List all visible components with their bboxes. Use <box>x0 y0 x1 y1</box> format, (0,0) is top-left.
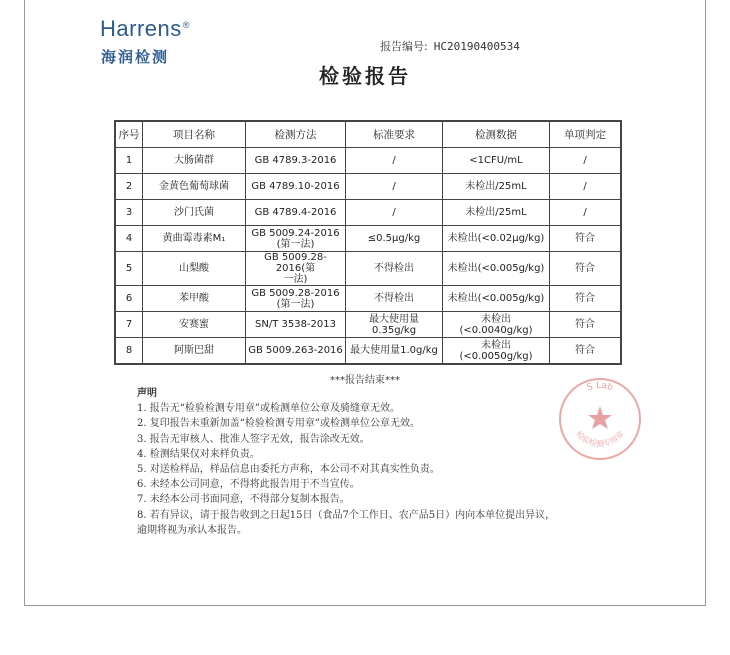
registered-mark: ® <box>182 19 190 30</box>
test-data: 未检出/25mL <box>443 200 550 226</box>
report-number-label: 报告编号: <box>380 40 428 53</box>
item-name: 安赛蜜 <box>143 312 246 338</box>
statement-item: 1. 报告无“检验检测专用章”或检测单位公章及骑缝章无效。 <box>137 403 400 415</box>
item-name: 苯甲酸 <box>143 286 246 312</box>
document-title: 检验报告 <box>319 64 411 88</box>
test-data: 未检出(<0.005g/kg) <box>443 252 550 286</box>
column-header: 单项判定 <box>550 121 622 148</box>
test-method <box>246 286 346 312</box>
test-method <box>246 174 346 200</box>
brand-logo <box>100 16 190 42</box>
row-number: 2 <box>115 174 143 200</box>
official-seal-stamp <box>557 376 643 462</box>
report-number-value: HC20190400534 <box>433 40 520 53</box>
test-method <box>246 200 346 226</box>
item-name: 山梨酸 <box>143 252 246 286</box>
test-data: 未检出(<0.0050g/kg) <box>443 338 550 365</box>
results-table <box>114 120 622 365</box>
standard-requirement: 最大使用量0.35g/kg <box>346 312 443 338</box>
method-line: GB 4789.10-2016 <box>251 181 340 192</box>
statement-item: 3. 报告无审核人、批准人签字无效，报告涂改无效。 <box>137 433 370 445</box>
report-end-mark: ***报告结束*** <box>330 375 400 386</box>
method-line: GB 5009.28-2016 <box>251 287 340 299</box>
brand-name-cn: 海润检测 <box>101 48 170 66</box>
column-header: 项目名称 <box>143 121 246 148</box>
table-header-row <box>115 121 621 148</box>
method-line: GB 5009.28-2016(第 <box>264 252 327 274</box>
test-data: 未检出(<0.005g/kg) <box>443 286 550 312</box>
statement-title: 声明 <box>137 388 157 399</box>
row-number: 3 <box>115 200 143 226</box>
brand-name: Harrens <box>100 16 182 41</box>
column-header: 检测方法 <box>246 121 346 148</box>
method-line: GB 5009.263-2016 <box>248 345 343 356</box>
test-method <box>246 338 346 365</box>
standard-requirement: / <box>346 148 443 174</box>
standard-requirement: 最大使用量1.0g/kg <box>346 338 443 365</box>
table-row <box>115 174 621 200</box>
column-header: 检测数据 <box>443 121 550 148</box>
table-row <box>115 312 621 338</box>
test-method <box>246 252 346 286</box>
row-number: 1 <box>115 148 143 174</box>
method-line-2: (第一法) <box>276 298 315 310</box>
table-row <box>115 252 621 286</box>
column-header: 标准要求 <box>346 121 443 148</box>
column-header: 序号 <box>115 121 143 148</box>
standard-requirement: / <box>346 200 443 226</box>
table-row <box>115 226 621 252</box>
test-data: 未检出/25mL <box>443 174 550 200</box>
test-method <box>246 312 346 338</box>
method-line: GB 4789.4-2016 <box>254 207 337 218</box>
statement-item: 7. 未经本公司书面同意，不得部分复制本报告。 <box>137 494 350 506</box>
statement-item: 4. 检测结果仅对来样负责。 <box>137 448 260 460</box>
row-number: 8 <box>115 338 143 365</box>
stamp-text-top: S Lab <box>585 380 615 394</box>
svg-text:S Lab <box>586 381 615 393</box>
test-data: 未检出(<0.0040g/kg) <box>443 312 550 338</box>
judgement: / <box>550 148 622 174</box>
table-row <box>115 286 621 312</box>
standard-requirement: 不得检出 <box>346 286 443 312</box>
method-line-2: (第一法) <box>276 238 315 250</box>
item-name: 金黄色葡萄球菌 <box>143 174 246 200</box>
judgement: 符合 <box>550 312 622 338</box>
item-name: 沙门氏菌 <box>143 200 246 226</box>
test-data: 未检出(<0.02μg/kg) <box>443 226 550 252</box>
judgement: 符合 <box>550 226 622 252</box>
test-method <box>246 148 346 174</box>
statement-item: 2. 复印报告未重新加盖“检验检测专用章”或检测单位公章无效。 <box>137 418 420 430</box>
row-number: 5 <box>115 252 143 286</box>
statement-item: 逾期将视为承认本报告。 <box>137 524 247 536</box>
item-name: 阿斯巴甜 <box>143 338 246 365</box>
item-name: 黄曲霉毒素M₁ <box>143 226 246 252</box>
statement-item: 6. 未经本公司同意，不得将此报告用于不当宣传。 <box>137 479 360 491</box>
statement-item: 5. 对送检样品，样品信息由委托方声称，本公司不对其真实性负责。 <box>137 464 440 476</box>
standard-requirement: / <box>346 174 443 200</box>
judgement: / <box>550 174 622 200</box>
table-row <box>115 338 621 365</box>
stamp-text-bottom: 检验检测专用章 <box>574 429 626 449</box>
statement-item: 8. 若有异议，请于报告收到之日起15日（食品7个工作日、农产品5日）内向本单位提出异议， <box>137 509 556 521</box>
judgement: 符合 <box>550 286 622 312</box>
item-name: 大肠菌群 <box>143 148 246 174</box>
method-line-2: 一法) <box>283 274 308 285</box>
row-number: 6 <box>115 286 143 312</box>
table-row <box>115 148 621 174</box>
row-number: 7 <box>115 312 143 338</box>
row-number: 4 <box>115 226 143 252</box>
test-method <box>246 226 346 252</box>
test-data: <1CFU/mL <box>443 148 550 174</box>
svg-text:检验检测专用章 <box>574 429 626 449</box>
method-line: GB 5009.24-2016 <box>251 227 340 239</box>
standard-requirement: ≤0.5μg/kg <box>346 226 443 252</box>
method-line: SN/T 3538-2013 <box>255 319 336 330</box>
method-line: GB 4789.3-2016 <box>254 155 337 166</box>
judgement: 符合 <box>550 252 622 286</box>
table-row <box>115 200 621 226</box>
statement-section <box>137 386 555 538</box>
report-number <box>380 38 520 54</box>
judgement: 符合 <box>550 338 622 365</box>
judgement: / <box>550 200 622 226</box>
standard-requirement: 不得检出 <box>346 252 443 286</box>
